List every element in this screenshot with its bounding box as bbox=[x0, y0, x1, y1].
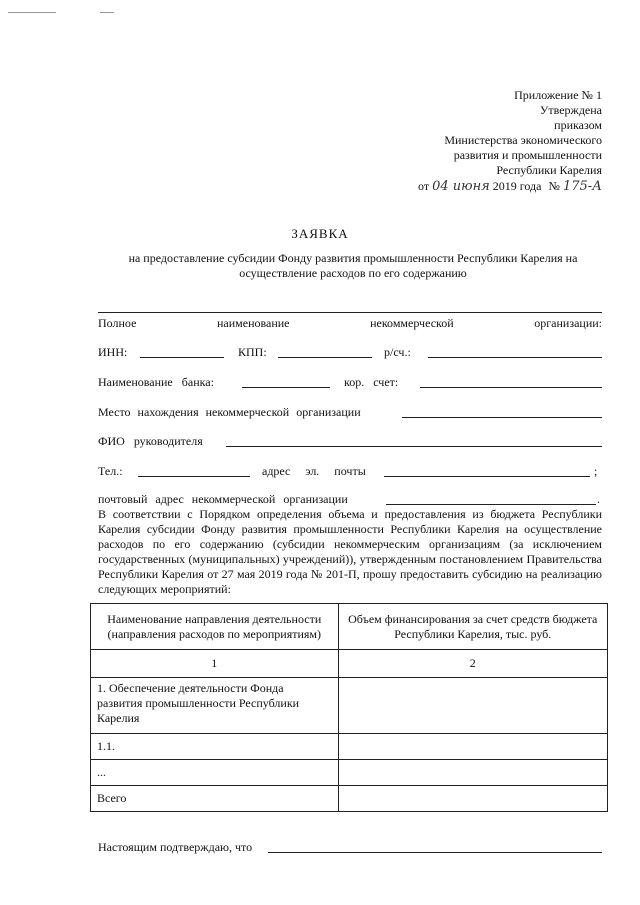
approved-label: Утверждена bbox=[539, 103, 602, 117]
table-row bbox=[91, 678, 608, 734]
column-number-1: 1 bbox=[91, 650, 339, 678]
header-financing: Объем финансирования за счет средств бюджета Республики Карелия, тыс. руб. bbox=[338, 604, 607, 650]
scan-mark bbox=[100, 12, 114, 13]
financing-table bbox=[90, 603, 608, 812]
document-subtitle: на предоставление субсидии Фонду развития промышленности Республики Карелия на осуществление расходов по его содержанию bbox=[128, 251, 578, 280]
row-value[interactable] bbox=[338, 760, 607, 786]
ministry-line-3: Республики Карелия bbox=[496, 163, 602, 177]
approval-block bbox=[418, 88, 602, 194]
date-prefix: от bbox=[418, 179, 430, 193]
number-sign: № bbox=[548, 179, 560, 193]
confirm-field[interactable] bbox=[268, 852, 602, 853]
org-name-label: Полное наименование некоммерческой организации: bbox=[98, 316, 602, 330]
location-field[interactable] bbox=[402, 417, 602, 418]
table-header-row bbox=[91, 604, 608, 650]
director-field[interactable] bbox=[226, 446, 602, 447]
order-label: приказом bbox=[554, 118, 602, 132]
row-value[interactable] bbox=[338, 786, 607, 812]
row-name: 1.1. bbox=[91, 734, 339, 760]
phone-label: Тел.: bbox=[98, 464, 123, 478]
postal-end: . bbox=[597, 492, 600, 506]
ministry-line-2: развития и промышленности bbox=[453, 148, 602, 162]
header-direction: Наименование направления деятельности (направления расходов по мероприятиям) bbox=[91, 604, 339, 650]
scan-mark bbox=[8, 12, 56, 13]
rs-label: р/сч.: bbox=[384, 345, 411, 359]
org-name-blank-line[interactable] bbox=[98, 312, 602, 313]
location-label: Место нахождения некоммерческой организации bbox=[98, 405, 361, 419]
handwritten-number: 175-А bbox=[562, 179, 602, 194]
bank-field[interactable] bbox=[242, 387, 330, 388]
bank-label: Наименование банка: bbox=[98, 375, 214, 389]
inn-field[interactable] bbox=[140, 357, 224, 358]
date-year: 2019 года bbox=[492, 179, 542, 193]
table-row bbox=[91, 786, 608, 812]
request-paragraph: В соответствии с Порядком определения объема и предоставления из бюджета Республики Карелия субсидии Фонду развития промышленности Республики Карелия на осуществление расходов по его содержанию (субсидии некоммерческим организациям (за исключением государственных (муниципальных) учреждений)), утвержденным постановлением Правительства Республики Карелия от 27 мая 2019 года № 201-П, прошу предоставить субсидию на реализацию следующих мероприятий: bbox=[98, 507, 602, 596]
document-title: ЗАЯВКА bbox=[291, 226, 349, 241]
appendix-number: Приложение № 1 bbox=[514, 88, 602, 102]
phone-field[interactable] bbox=[138, 476, 250, 477]
confirm-label: Настоящим подтверждаю, что bbox=[98, 840, 253, 854]
table-row bbox=[91, 760, 608, 786]
handwritten-date: 04 июня bbox=[432, 179, 490, 194]
email-label: адрес эл. почты bbox=[262, 464, 366, 478]
approval-date-line bbox=[418, 179, 602, 194]
kor-field[interactable] bbox=[420, 387, 602, 388]
row-name: ... bbox=[91, 760, 339, 786]
table-number-row bbox=[91, 650, 608, 678]
kor-label: кор. счет: bbox=[344, 375, 399, 389]
row-value[interactable] bbox=[338, 678, 607, 734]
inn-label: ИНН: bbox=[98, 345, 128, 359]
email-end: ; bbox=[594, 464, 598, 478]
row-name: 1. Обеспечение деятельности Фонда развития промышленности Республики Карелия bbox=[91, 678, 339, 734]
email-field[interactable] bbox=[384, 476, 590, 477]
postal-label: почтовый адрес некоммерческой организации bbox=[98, 492, 348, 506]
kpp-label: КПП: bbox=[238, 345, 267, 359]
table-row bbox=[91, 734, 608, 760]
row-name: Всего bbox=[91, 786, 339, 812]
row-value[interactable] bbox=[338, 734, 607, 760]
ministry-line-1: Министерства экономического bbox=[444, 133, 602, 147]
director-label: ФИО руководителя bbox=[98, 434, 203, 448]
kpp-field[interactable] bbox=[278, 357, 372, 358]
column-number-2: 2 bbox=[338, 650, 607, 678]
postal-field[interactable] bbox=[386, 504, 596, 505]
rs-field[interactable] bbox=[428, 357, 602, 358]
